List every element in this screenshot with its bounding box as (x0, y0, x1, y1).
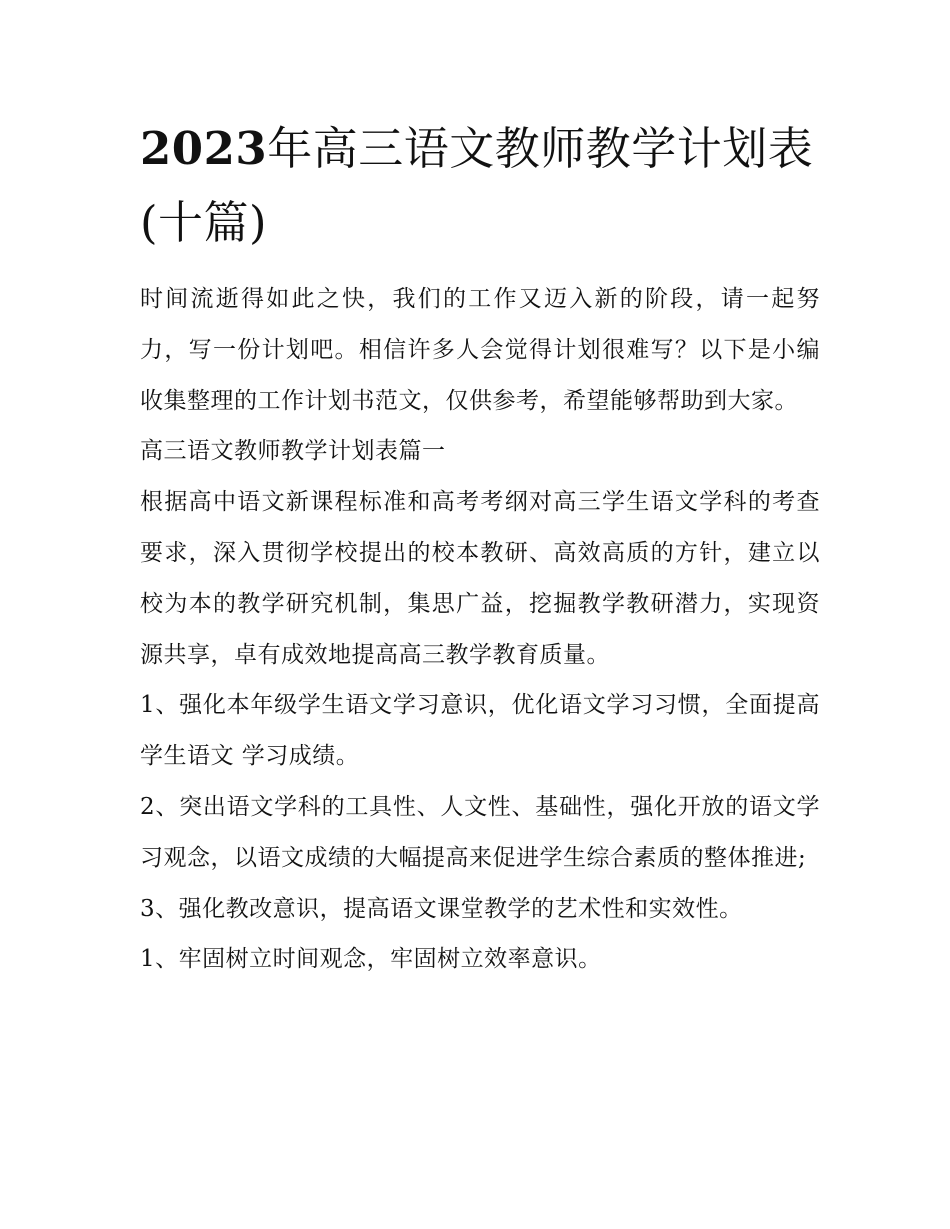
document-body (140, 112, 820, 985)
title-text: 年高三语文教师教学计划表(十篇) (140, 122, 814, 249)
list-item: 3、强化教改意识，提高语文课堂教学的艺术性和实效性。 (140, 895, 743, 922)
document-title (140, 112, 820, 260)
section-heading: 高三语文教师教学计划表篇一 (140, 438, 446, 465)
list-item: 1、牢固树立时间观念，牢固树立效率意识。 (140, 946, 602, 973)
body-paragraph: 根据高中语文新课程标准和高考考纲对高三学生语文学科的考查要求，深入贯彻学校提出的校本教研、高效高质的方针，建立以校为本的教学研究机制，集思广益，挖掘教学教研潜力，实现资源共享，卓有成效地提高高三教学教育质量。 (140, 489, 820, 668)
list-item: 1、强化本年级学生语文学习意识，优化语文学习习惯，全面提高学生语文 学习成绩。 (140, 692, 820, 770)
title-year: 2023 (140, 122, 268, 175)
intro-paragraph: 时间流逝得如此之快，我们的工作又迈入新的阶段，请一起努力，写一份计划吧。相信许多人会觉得计划很难写？以下是小编收集整理的工作计划书范文，仅供参考，希望能够帮助到大家。 (140, 286, 820, 414)
list-item: 2、突出语文学科的工具性、人文性、基础性，强化开放的语文学习观念，以语文成绩的大幅提高来促进学生综合素质的整体推进; (140, 793, 820, 871)
